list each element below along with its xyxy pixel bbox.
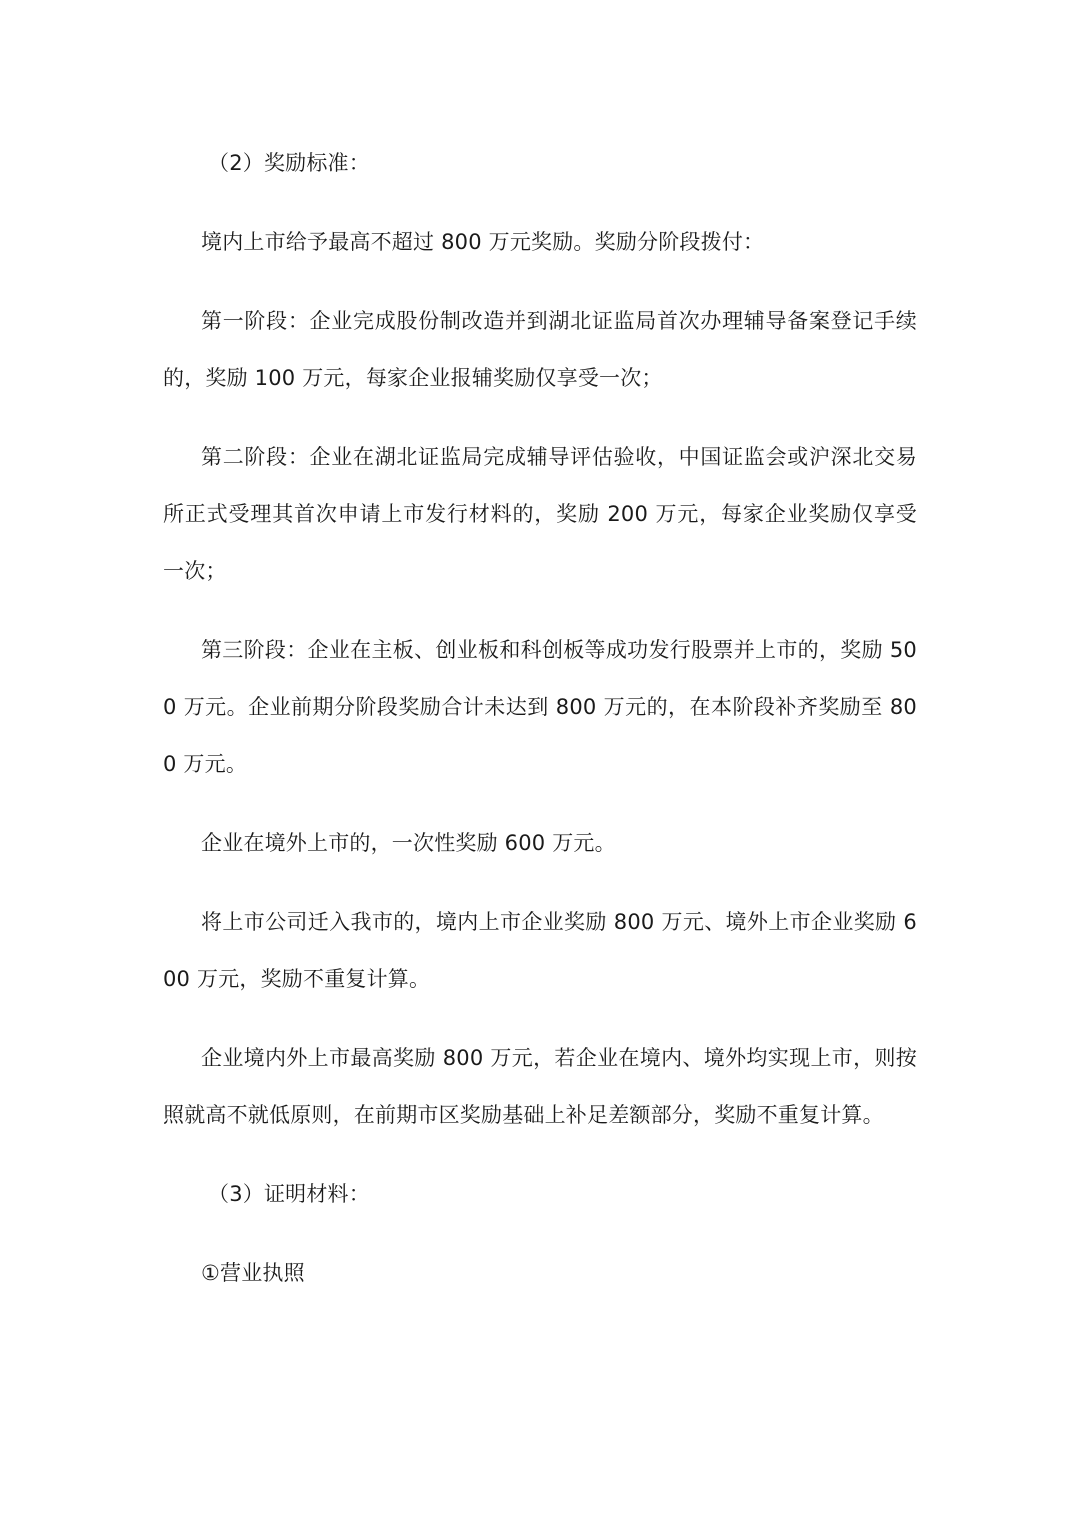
paragraph-overseas-listing: 企业在境外上市的，一次性奖励 600 万元。 [201, 831, 616, 855]
paragraph-domestic-listing-cap: 境内上市给予最高不超过 800 万元奖励。奖励分阶段拨付： [201, 230, 765, 254]
paragraph-maximum-award: 企业境内外上市最高奖励 800 万元，若企业在境内、境外均实现上市，则按照就高不就低原则，在前期市区奖励基础上补足差额部分，奖励不重复计算。 [163, 1046, 917, 1127]
paragraph-stage-two: 第二阶段：企业在湖北证监局完成辅导评估验收，中国证监会或沪深北交易所正式受理其首次申请上市发行材料的，奖励 200 万元，每家企业奖励仅享受一次； [163, 445, 917, 583]
paragraph-stage-one: 第一阶段：企业完成股份制改造并到湖北证监局首次办理辅导备案登记手续的，奖励 100 万元，每家企业报辅奖励仅享受一次； [163, 309, 917, 390]
document-body [163, 135, 917, 1302]
paragraph-relocation: 将上市公司迁入我市的，境内上市企业奖励 800 万元、境外上市企业奖励 600 万元，奖励不重复计算。 [163, 910, 917, 991]
section-heading-supporting-materials: （3）证明材料： [208, 1182, 370, 1206]
list-item-business-license: ①营业执照 [201, 1261, 305, 1285]
section-heading-award-standard: （2）奖励标准： [208, 151, 370, 175]
paragraph-stage-three: 第三阶段：企业在主板、创业板和科创板等成功发行股票并上市的，奖励 500 万元。企业前期分阶段奖励合计未达到 800 万元的，在本阶段补齐奖励至 800 万元。 [163, 638, 917, 776]
